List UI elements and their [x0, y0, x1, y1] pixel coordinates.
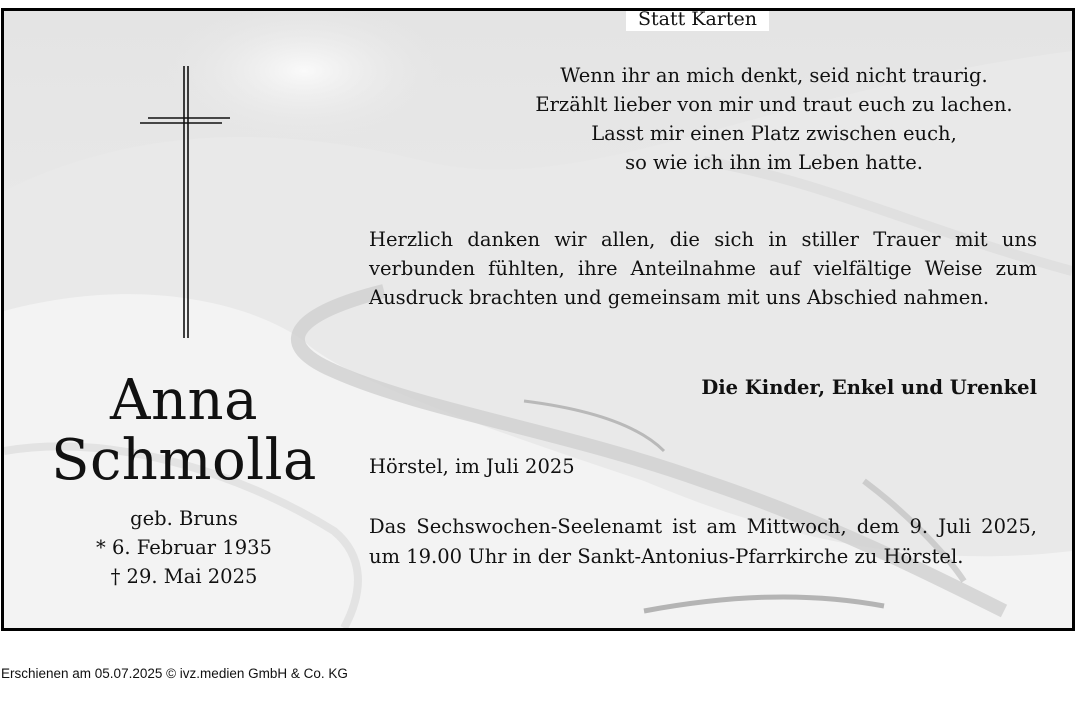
death-date: † 29. Mai 2025 [110, 565, 258, 588]
publication-footer: Erschienen am 05.07.2025 © ivz.medien GmbH & Co. KG [1, 666, 348, 681]
family-signature: Die Kinder, Enkel und Urenkel [701, 376, 1037, 399]
obituary-card [1, 8, 1075, 631]
verse-line: so wie ich ihn im Leben hatte. [625, 151, 923, 174]
place-date: Hörstel, im Juli 2025 [369, 455, 575, 478]
verse-line: Wenn ihr an mich denkt, seid nicht traurig. [560, 64, 988, 87]
verse-line: Erzählt lieber von mir und traut euch zu lachen. [535, 93, 1013, 116]
thanks-paragraph: Herzlich danken wir allen, die sich in stiller Trauer mit uns verbunden fühlten, ihre Anteilnahme auf vielfältige Weise zum Ausdruck brachten und gemeinsam mit uns Abschied nahmen. [369, 228, 1037, 309]
first-name: Anna [110, 368, 258, 433]
verse-line: Lasst mir einen Platz zwischen euch, [591, 122, 957, 145]
deceased-details [34, 504, 334, 591]
deceased-name [34, 368, 334, 493]
memorial-service-notice: Das Sechswochen-Seelenamt ist am Mittwoch, dem 9. Juli 2025, um 19.00 Uhr in der Sankt-Antonius-Pfarrkirche zu Hörstel. [369, 515, 1037, 568]
poem-verse [474, 61, 1074, 177]
last-name: Schmolla [51, 428, 317, 493]
birth-date: * 6. Februar 1935 [96, 536, 272, 559]
statt-karten-label: Statt Karten [626, 8, 769, 31]
maiden-name: geb. Bruns [130, 507, 238, 530]
cross-icon [138, 66, 233, 341]
